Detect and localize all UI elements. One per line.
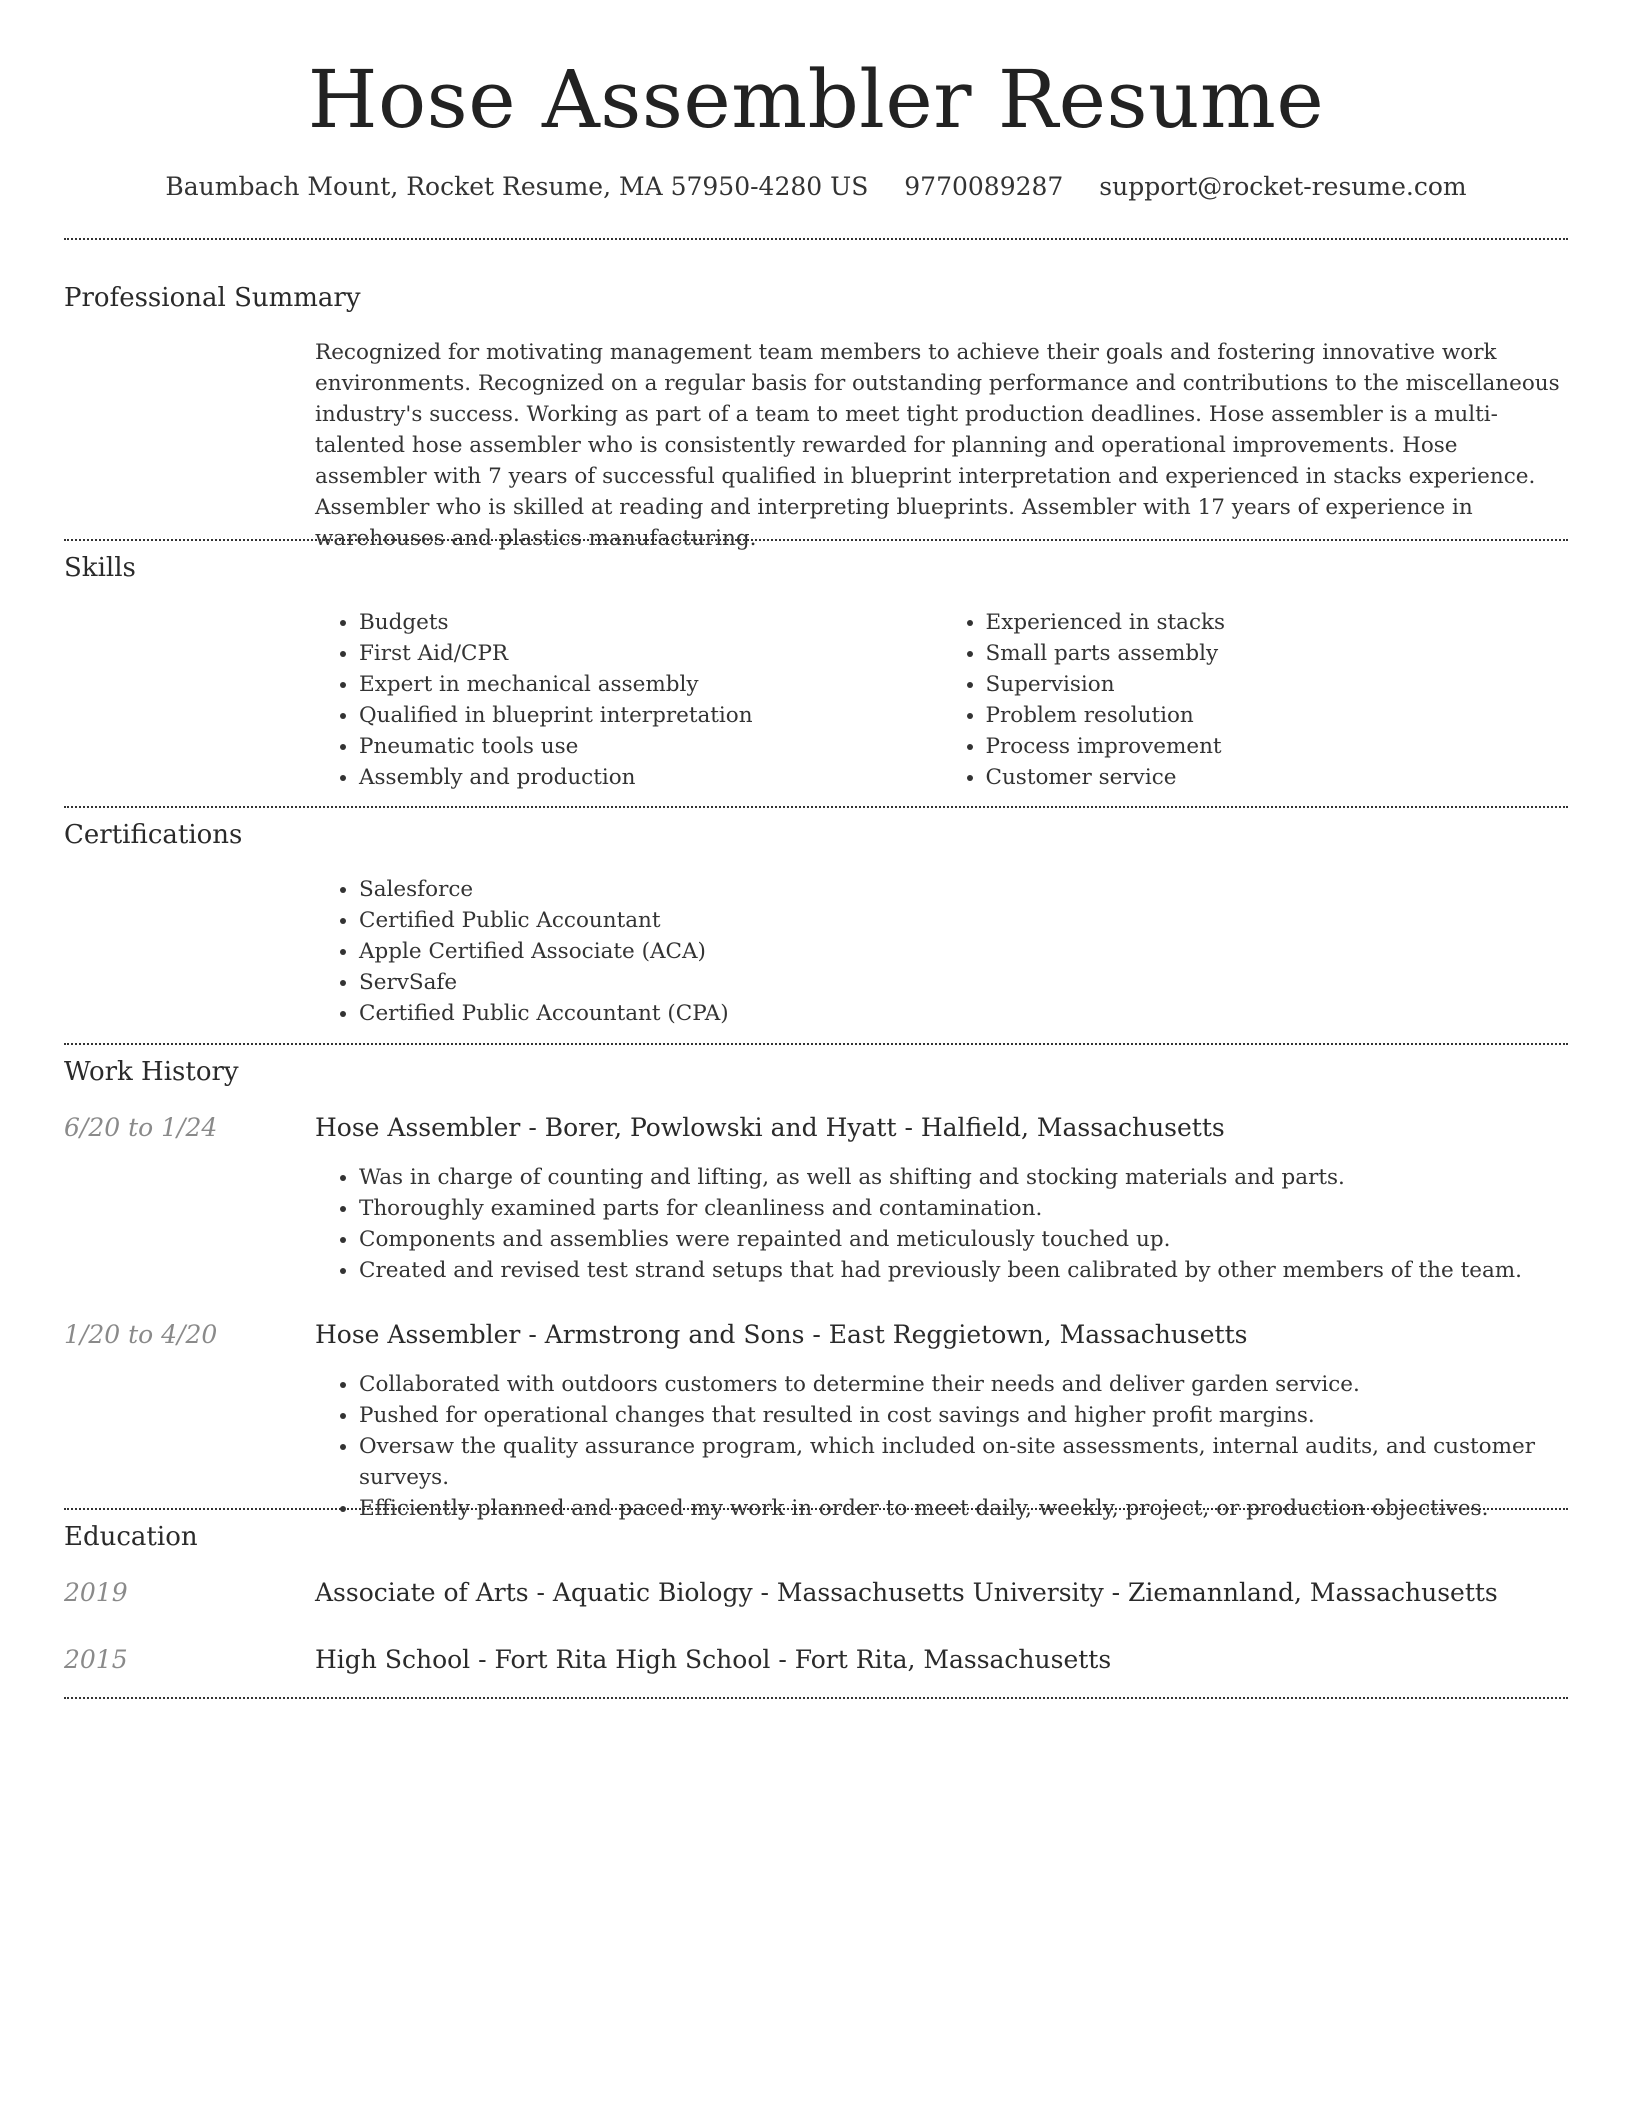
list-item: • Salesforce [359, 874, 1568, 905]
list-item: • Certified Public Accountant (CPA) [359, 998, 1568, 1029]
job-dates: 1/20 to 4/20 [64, 1320, 218, 1349]
list-item: • Components and assemblies were repainted and meticulously touched up. [359, 1224, 1568, 1255]
contact-email: support@rocket-resume.com [1099, 172, 1467, 201]
list-item: • Customer service [986, 762, 1569, 793]
list-item: • Pushed for operational changes that resulted in cost savings and higher profit margins. [359, 1400, 1568, 1431]
job-title: Hose Assembler - Armstrong and Sons - East Reggietown, Massachusetts [315, 1320, 1248, 1349]
summary-block [315, 337, 1568, 554]
list-item: • Small parts assembly [986, 638, 1569, 669]
list-item: • Problem resolution [986, 700, 1569, 731]
list-item: • Efficiently planned and paced my work in order to meet daily, weekly, project, or production objectives. [359, 1493, 1568, 1524]
skills-list-right [942, 607, 1569, 793]
job-dates: 6/20 to 1/24 [64, 1113, 218, 1142]
job-bullet-list [315, 1162, 1568, 1286]
list-item: • Experienced in stacks [986, 607, 1569, 638]
certifications-block [315, 874, 1568, 1029]
list-item: • ServSafe [359, 967, 1568, 998]
contact-address: Baumbach Mount, Rocket Resume, MA 57950-4280 US [165, 172, 869, 201]
divider [64, 1508, 1568, 1510]
list-item: • Process improvement [986, 731, 1569, 762]
list-item: • Oversaw the quality assurance program, which included on-site assessments, internal audits, and customer surveys. [359, 1431, 1568, 1493]
resume-title: Hose Assembler Resume [307, 53, 1325, 146]
divider [64, 238, 1568, 240]
list-item: • Thoroughly examined parts for cleanliness and contamination. [359, 1193, 1568, 1224]
list-item: • Qualified in blueprint interpretation [359, 700, 942, 731]
summary-text: Recognized for motivating management team members to achieve their goals and fostering innovative work environments. Recognized on a regular basis for outstanding performance and contributions to the miscellaneous industry's success. Working as part of a team to meet tight production deadlines. Hose assembler is a multi-talented hose assembler who is consistently rewarded for planning and operational improvements. Hose assembler with 7 years of successful qualified in blueprint interpretation and experienced in stacks experience. Assembler who is skilled at reading and interpreting blueprints. Assembler with 17 years of experience in warehouses and plastics manufacturing. [315, 340, 1560, 551]
education-entry: Associate of Arts - Aquatic Biology - Massachusetts University - Ziemannland, Massachusetts [315, 1578, 1498, 1607]
skills-list-left [315, 607, 942, 793]
job-bullet-list [315, 1369, 1568, 1524]
list-item: • Collaborated with outdoors customers to determine their needs and deliver garden service. [359, 1369, 1568, 1400]
education-entry: High School - Fort Rita High School - Fort Rita, Massachusetts [315, 1645, 1112, 1674]
list-item: • Apple Certified Associate (ACA) [359, 936, 1568, 967]
list-item: • Created and revised test strand setups that had previously been calibrated by other members of the team. [359, 1255, 1568, 1286]
section-title-work-history: Work History [64, 1057, 239, 1087]
section-title-certifications: Certifications [64, 820, 243, 850]
list-item: • Assembly and production [359, 762, 942, 793]
job-bullets [315, 1162, 1568, 1286]
list-item: • Budgets [359, 607, 942, 638]
list-item: • Pneumatic tools use [359, 731, 942, 762]
section-title-education: Education [64, 1522, 198, 1552]
job-title: Hose Assembler - Borer, Powlowski and Hyatt - Halfield, Massachusetts [315, 1113, 1225, 1142]
contact-phone: 9770089287 [904, 172, 1064, 201]
divider [64, 806, 1568, 808]
divider [64, 539, 1568, 541]
list-item: • Was in charge of counting and lifting, as well as shifting and stocking materials and parts. [359, 1162, 1568, 1193]
list-item: • Supervision [986, 669, 1569, 700]
divider [64, 1697, 1568, 1699]
section-title-summary: Professional Summary [64, 283, 361, 313]
section-title-skills: Skills [64, 553, 136, 583]
certifications-list [315, 874, 1568, 1029]
divider [64, 1043, 1568, 1045]
job-bullets [315, 1369, 1568, 1524]
skills-columns [315, 607, 1568, 793]
education-year: 2015 [64, 1645, 128, 1674]
list-item: • First Aid/CPR [359, 638, 942, 669]
education-year: 2019 [64, 1578, 128, 1607]
list-item: • Expert in mechanical assembly [359, 669, 942, 700]
list-item: • Certified Public Accountant [359, 905, 1568, 936]
contact-line [64, 170, 1568, 204]
